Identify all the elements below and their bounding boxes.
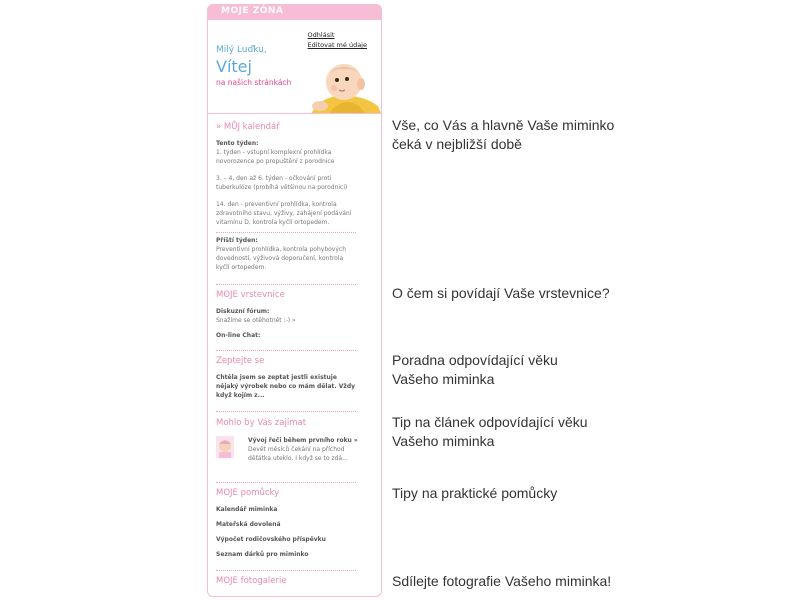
divider [216,284,356,285]
calendar-section [216,122,358,227]
panel-title: MOJE ZÓNA [221,6,284,16]
greeting-welcome: Vítej [216,57,252,76]
gallery-section [216,576,358,586]
tool-item[interactable]: Kalendář miminka [216,506,278,513]
ask-title[interactable]: Zeptejte se [216,356,265,366]
calendar-item: 3. – 4. den až 6. týden - očkování proti tuberkulóze (probíhá většinou na porodnici) [216,175,348,191]
interest-title[interactable]: Mohlo by Vás zajímat [216,418,307,428]
next-week-block [216,236,358,272]
divider [216,350,356,351]
logout-link[interactable]: Odhlásit [307,31,335,39]
next-week-label: Příští týden: [216,237,258,244]
baby-image [300,62,382,114]
interest-section [216,418,358,428]
next-week-text: Preventivní prohlídka, kontrola pohybových dovedností, výživová doporučení, kontrola kyčlí ortopedem. [216,246,347,271]
annotation-line: čeká v nejbližší době [392,136,522,152]
annotation-line: Poradna odpovídající věku [392,352,558,368]
calendar-item: 14. den - preventivní prohlídka, kontrola zdravotního stavu, výživy, zahájení podávání vitamínu D, kontrola kyčlí ortopedem. [216,201,352,226]
annotation-peers [392,284,610,303]
article-excerpt: Devět měsíců čekání na příchod děťátka uteklo. I když se to zdá... [248,446,348,462]
annotation-line: Vše, co Vás a hlavně Vaše miminko [392,117,615,133]
divider [216,482,356,483]
this-week-label: Tento týden: [216,140,259,147]
article-block [248,436,360,463]
tools-section [216,488,358,559]
ask-question[interactable]: Chtěla jsem se zeptat jestli existuje nějaký výrobek nebo co mám dělat. Vždy když kojím z... [216,374,356,399]
divider [216,232,356,233]
greeting-subtitle: na našich stránkách [216,78,292,87]
annotation-interest [392,413,588,451]
panel-header [207,4,382,20]
annotation-gallery [392,572,611,591]
tool-item[interactable]: Výpočet rodičovského příspěvku [216,536,326,543]
forum-label: Diskuzní fórum: [216,308,270,315]
edit-profile-link[interactable]: Editovat mé údaje [307,41,367,49]
calendar-item: 1. týden - vstupní komplexní prohlídka novorozence po propuštění z porodnice [216,149,335,165]
tool-item[interactable]: Seznam dárků pro miminko [216,551,309,558]
greeting-name: Milý Luďku, [216,45,267,55]
annotation-line: Vašeho miminka [392,433,495,449]
article-title[interactable]: Vývoj řeči během prvního roku » [248,437,358,444]
forum-link[interactable]: Snažíme se otěhotnět :-) » [216,317,296,324]
annotation-line: Vašeho miminka [392,371,495,387]
divider [216,411,356,412]
article-thumbnail[interactable] [216,436,234,458]
my-zone-panel [207,4,382,597]
calendar-title[interactable]: » MŮJ kalendář [216,122,280,132]
annotation-line: Tip na článek odpovídající věku [392,414,588,430]
main-content-box [207,113,382,597]
tool-item[interactable]: Mateřská dovolená [216,521,281,528]
annotation-ask [392,351,558,389]
annotation-line: O čem si povídají Vaše vrstevnice? [392,285,610,301]
annotation-line: Tipy na praktické pomůcky [392,485,558,501]
ask-section [216,356,358,400]
annotation-line: Sdílejte fotografie Vašeho miminka! [392,573,612,589]
account-links [308,30,367,50]
tools-title[interactable]: MOJE pomůcky [216,488,280,498]
peers-title[interactable]: MOJE vrstevnice [216,290,285,300]
annotation-calendar [392,116,614,154]
annotation-tools [392,484,557,503]
peers-section [216,290,358,340]
welcome-box [207,20,382,114]
chat-label[interactable]: On-line Chat: [216,332,261,339]
gallery-title[interactable]: MOJE fotogalerie [216,576,287,586]
divider [216,570,356,571]
